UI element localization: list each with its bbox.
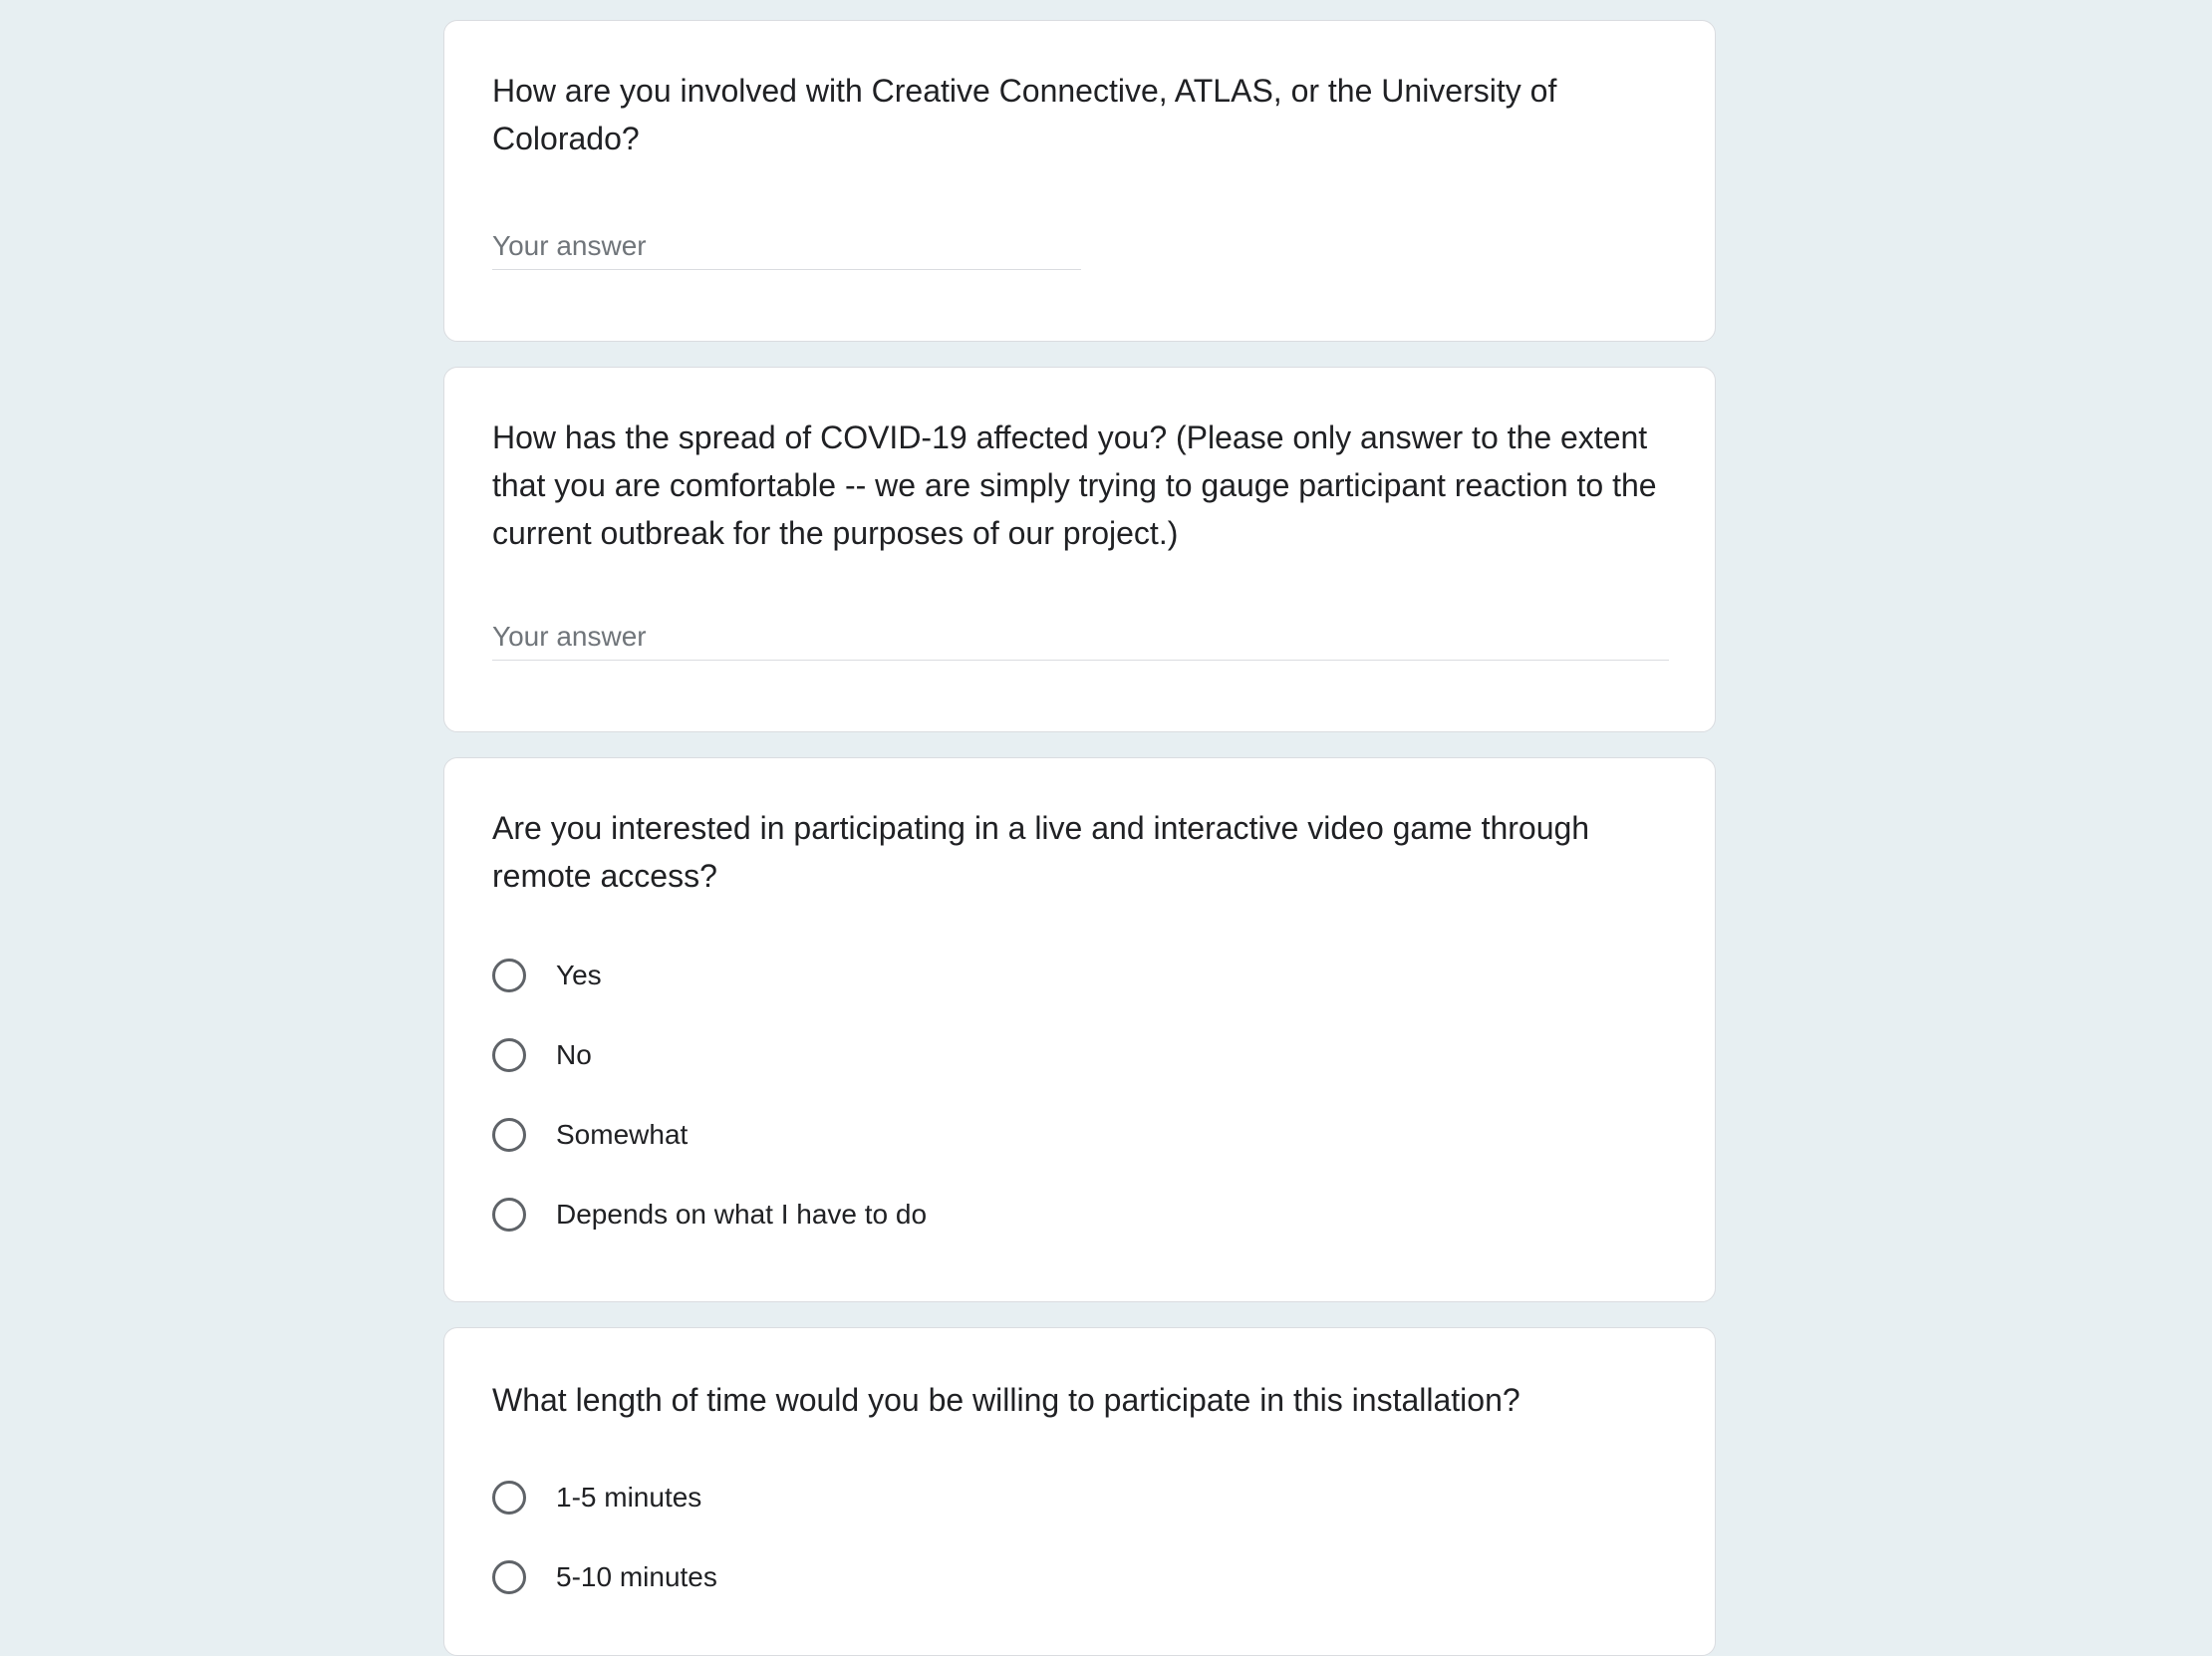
radio-option-no[interactable] bbox=[492, 1033, 592, 1077]
question-card-covid bbox=[443, 367, 1716, 732]
radio-option-somewhat[interactable] bbox=[492, 1113, 688, 1157]
involvement-answer-input[interactable] bbox=[492, 222, 1081, 270]
option-label: 5-10 minutes bbox=[556, 1561, 717, 1592]
option-label: 1-5 minutes bbox=[556, 1482, 702, 1513]
option-label: Yes bbox=[556, 960, 602, 990]
radio-button[interactable] bbox=[492, 1198, 526, 1232]
radio-button[interactable] bbox=[492, 1481, 526, 1515]
radio-option-depends[interactable] bbox=[492, 1193, 927, 1237]
question-card-interest bbox=[443, 757, 1716, 1302]
covid-answer-input[interactable] bbox=[492, 613, 1669, 661]
radio-button[interactable] bbox=[492, 959, 526, 992]
radio-option-5-10-minutes[interactable] bbox=[492, 1555, 717, 1599]
question-title: Are you interested in participating in a live and interactive video game through remote access? bbox=[492, 810, 1590, 894]
radio-button[interactable] bbox=[492, 1118, 526, 1152]
radio-option-1-5-minutes[interactable] bbox=[492, 1476, 701, 1519]
question-card-duration bbox=[443, 1327, 1716, 1656]
question-title: What length of time would you be willing to participate in this installation? bbox=[492, 1382, 1521, 1418]
radio-button[interactable] bbox=[492, 1038, 526, 1072]
option-label: No bbox=[556, 1039, 592, 1070]
option-label: Somewhat bbox=[556, 1119, 689, 1150]
question-card-involvement bbox=[443, 20, 1716, 342]
radio-option-yes[interactable] bbox=[492, 954, 602, 997]
option-label: Depends on what I have to do bbox=[556, 1199, 928, 1230]
radio-button[interactable] bbox=[492, 1560, 526, 1594]
question-title: How has the spread of COVID-19 affected you? (Please only answer to the extent that you are comfortable -- we are simply trying to gauge participant reaction to the current outbreak for the purposes of our project.) bbox=[492, 419, 1657, 551]
question-title: How are you involved with Creative Connective, ATLAS, or the University of Colorado? bbox=[492, 73, 1557, 156]
